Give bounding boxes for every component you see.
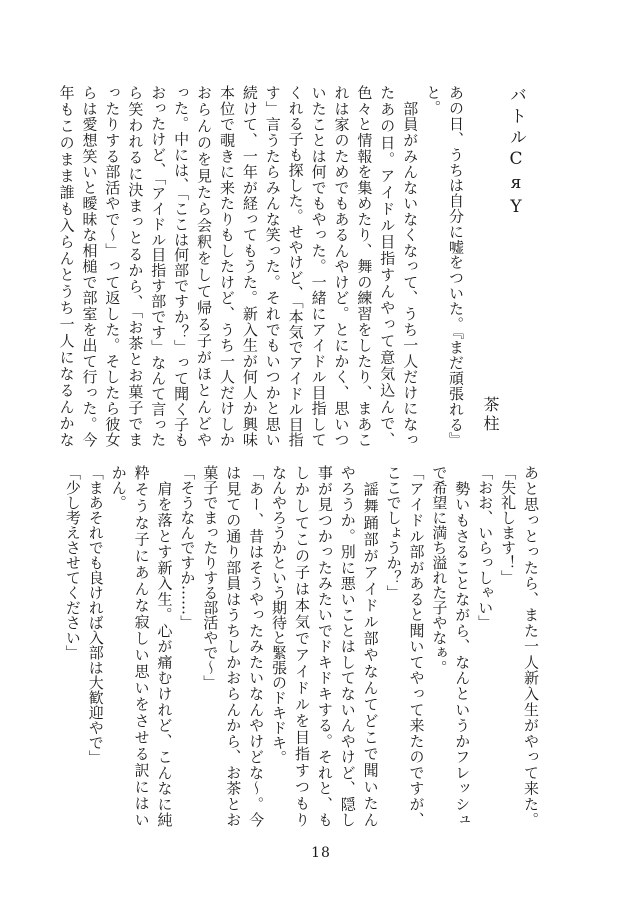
text-line: は見ての通り部員はうちしかおらんから、お茶とお [224, 465, 243, 827]
text-line: 「アイドル部があると聞いてやって来たのですが、 [407, 465, 426, 827]
text-line: 部員がみんないなくなって、うち一人だけになっ [401, 85, 420, 447]
text-line: 「あー、昔はそうやったみたいなんやけどな〜。今 [247, 465, 266, 827]
text-line: しかしてこの子は本気でアイドルを目指すつもり [292, 465, 311, 827]
bottom-tier-text [61, 465, 542, 827]
story-title: バトルCяY [506, 86, 526, 221]
text-line: 「失礼します！」 [499, 465, 518, 585]
text-line: 「まあそれでも良ければ入部は大歓迎やで」 [86, 465, 105, 765]
text-line: あと思っとったら、また一人新入生がやって来た。 [522, 465, 540, 827]
text-line: 本位で覗きに来たりもしたけど、うち一人だけしか [217, 85, 236, 447]
text-line: 肩を落とす新入生。心が痛むけれど、こんなに純 [155, 465, 174, 827]
text-line: と。 [424, 85, 443, 115]
text-line: れは家のためでもあるんやけど。とにかく、思いつ [332, 85, 351, 447]
text-line: 続けて、一年が経ってもうた。新入生が何人か興味 [240, 85, 259, 447]
text-line: で希望に満ち溢れた子やなぁ。 [430, 465, 449, 675]
page-number: 18 [311, 845, 331, 861]
text-line: 菓子でまったりする部活やで〜」 [201, 465, 220, 690]
text-line: 「少し考えさせてください」 [63, 465, 82, 660]
author-name: 茶柱 [481, 396, 500, 434]
text-line: おらんのを見たら会釈をして帰る子がほとんどや [195, 85, 214, 447]
text-line: おったけど、「アイドル目指す部です」なんて言った [149, 85, 168, 447]
text-line: 「おお、いらっしゃい」 [476, 465, 495, 630]
text-line: 粋そうな子にあんな寂しい思いをさせる訳にはい [132, 465, 151, 827]
text-line: ったりする部活やで〜」って返した。そしたら彼女 [103, 85, 122, 447]
text-line: 謡舞踊部がアイドル部やなんてどこで聞いたん [361, 465, 380, 827]
text-line: った。中には、「ここは何部ですか？」って聞く子も [172, 85, 191, 447]
text-line: かん。 [109, 465, 128, 510]
text-line: ここでしょうか？」 [384, 465, 403, 600]
text-line: 色々と情報を集めたり、舞の練習をしたり、まあこ [355, 85, 374, 447]
top-tier-text [55, 85, 467, 447]
text-line: らは愛想笑いと曖昧な相槌で部室を出て行った。今 [80, 85, 99, 447]
text-line: あの日、うちは自分に嘘をついた。『まだ頑張れる』 [447, 85, 465, 447]
text-line: 年もこのまま誰も入らんとうち一人になるんかな [57, 85, 76, 447]
text-line: 事が見つかったみたいでドキドキする。それと、も [315, 465, 334, 827]
text-line: やろうか。別に悪いことはしてないんやけど、隠し [338, 465, 357, 827]
text-line: 勢いもさることながら、なんというかフレッシュ [453, 465, 472, 827]
text-line: いたことは何でもやった。一緒にアイドル目指して [309, 85, 328, 447]
text-line: す」言うたらみんな笑った。それでもいつかと思い [263, 85, 282, 447]
text-line: ら笑われるに決まっとるから、「お茶とお菓子でま [126, 85, 145, 447]
text-line: くれる子も探した。せやけど、「本気でアイドル目指 [286, 85, 305, 447]
text-line: なんやろうかという期待と緊張のドキドキ。 [270, 465, 289, 765]
text-line: たあの日。アイドル目指すんやって意気込んで、 [378, 85, 397, 447]
text-line: 「そうなんですか……」 [178, 465, 197, 630]
